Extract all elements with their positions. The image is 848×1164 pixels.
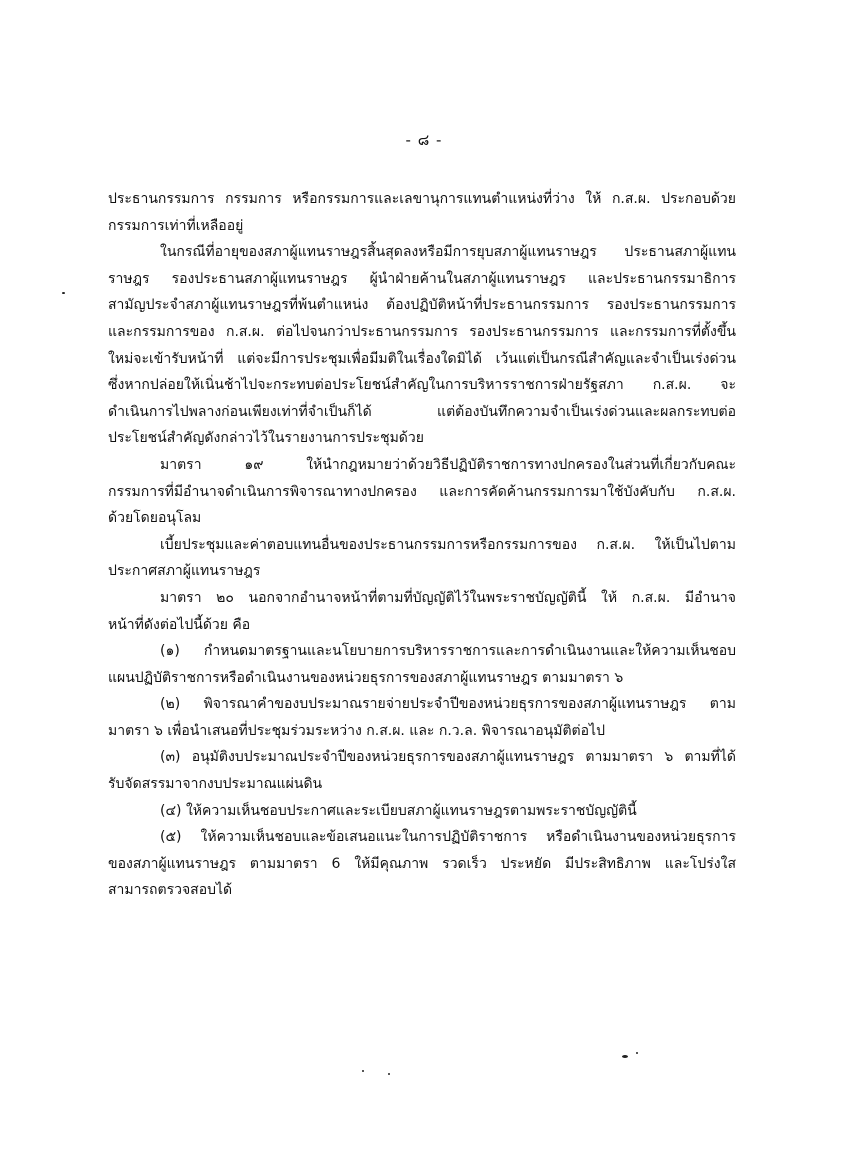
text-line: ราษฎร รองประธานสภาผู้แทนราษฎร ผู้นำฝ่ายค้านในสภาผู้แทนราษฎร และประธานกรรมาธิการ (108, 270, 736, 287)
body-text (108, 186, 736, 904)
scan-speck (622, 1055, 628, 1058)
text-line: เบี้ยประชุมและค่าตอบแทนอื่นของประธานกรรมการหรือกรรมการของ ก.ส.ผ. ให้เป็นไปตาม (160, 536, 736, 553)
text-line: ประกาศสภาผู้แทนราษฎร (108, 563, 261, 580)
scan-speck (636, 1052, 638, 1054)
text-line: ซึ่งหากปล่อยให้เนิ่นช้าไปจะกระทบต่อประโยชน์สำคัญในการบริหารราชการฝ่ายรัฐสภา ก.ส.ผ. จะ (108, 377, 736, 394)
text-line: แผนปฏิบัติราชการหรือดำเนินงานของหน่วยธุรการของสภาผู้แทนราษฎร ตามมาตรา ๖ (108, 669, 624, 686)
text-line: มาตรา ๑๙ ให้นำกฎหมายว่าด้วยวิธีปฏิบัติราชการทางปกครองในส่วนที่เกี่ยวกับคณะ (160, 456, 736, 473)
text-line: ของสภาผู้แทนราษฎร ตามมาตรา 6 ให้มีคุณภาพ รวดเร็ว ประหยัด มีประสิทธิภาพ และโปร่งใส (108, 855, 736, 872)
text-line: ดำเนินการไปพลางก่อนเพียงเท่าที่จำเป็นก็ได้ แต่ต้องบันทึกความจำเป็นเร่งด่วนและผลกระทบต่อ (108, 403, 736, 420)
text-line: สามารถตรวจสอบได้ (108, 882, 233, 899)
text-line: กรรมการที่มีอำนาจดำเนินการพิจารณาทางปกครอง และการคัดค้านกรรมการมาใช้บังคับกับ ก.ส.ผ. (108, 483, 736, 500)
text-line: ประธานกรรมการ กรรมการ หรือกรรมการและเลขานุการแทนตำแหน่งที่ว่าง ให้ ก.ส.ผ. ประกอบด้วย (108, 191, 736, 207)
text-line: กรรมการเท่าที่เหลืออยู่ (108, 217, 244, 234)
text-line: ในกรณีที่อายุของสภาผู้แทนราษฎรสิ้นสุดลงหรือมีการยุบสภาผู้แทนราษฎร ประธานสภาผู้แทน (160, 244, 736, 261)
text-line: (๕) ให้ความเห็นชอบและข้อเสนอแนะในการปฏิบัติราชการ หรือดำเนินงานของหน่วยธุรการ (160, 829, 736, 846)
text-line: หน้าที่ดังต่อไปนี้ด้วย คือ (108, 616, 251, 633)
text-line: รับจัดสรรมาจากงบประมาณแผ่นดิน (108, 776, 323, 793)
text-line: (๓) อนุมัติงบประมาณประจำปีของหน่วยธุรการของสภาผู้แทนราษฎร ตามมาตรา ๖ ตามที่ได้ (160, 749, 736, 766)
text-line: มาตรา ๖ เพื่อนำเสนอที่ประชุมร่วมระหว่าง ก.ส.ผ. และ ก.ว.ล. พิจารณาอนุมัติต่อไป (108, 722, 605, 739)
text-line: และกรรมการของ ก.ส.ผ. ต่อไปจนกว่าประธานกรรมการ รองประธานกรรมการ และกรรมการที่ตั้งขึ้น (108, 323, 736, 340)
text-line: (๑) กำหนดมาตรฐานและนโยบายการบริหารราชการและการดำเนินงานและให้ความเห็นชอบ (160, 643, 736, 660)
scan-speck (388, 1073, 390, 1075)
text-line: ใหม่จะเข้ารับหน้าที่ แต่จะมีการประชุมเพื่อมีมติในเรื่องใดมิได้ เว้นแต่เป็นกรณีสำคัญและจำเป็นเร่งด่วน (108, 350, 736, 367)
text-line: มาตรา ๒๐ นอกจากอำนาจหน้าที่ตามที่บัญญัติไว้ในพระราชบัญญัตินี้ ให้ ก.ส.ผ. มีอำนาจ (160, 589, 736, 606)
text-line: สามัญประจำสภาผู้แทนราษฎรที่พ้นตำแหน่ง ต้องปฏิบัติหน้าที่ประธานกรรมการ รองประธานกรรมการ (108, 297, 736, 314)
text-line: ด้วยโดยอนุโลม (108, 510, 202, 527)
page-number: - ๘ - (405, 131, 443, 149)
scan-speck (362, 1070, 364, 1072)
text-line: (๔) ให้ความเห็นชอบประกาศและระเบียบสภาผู้แทนราษฎรตามพระราชบัญญัตินี้ (160, 802, 637, 819)
text-line: (๒) พิจารณาคำของบประมาณรายจ่ายประจำปีของหน่วยธุรการของสภาผู้แทนราษฎร ตาม (160, 696, 736, 713)
scan-speck (62, 292, 65, 294)
text-line: ประโยชน์สำคัญดังกล่าวไว้ในรายงานการประชุมด้วย (108, 430, 424, 447)
